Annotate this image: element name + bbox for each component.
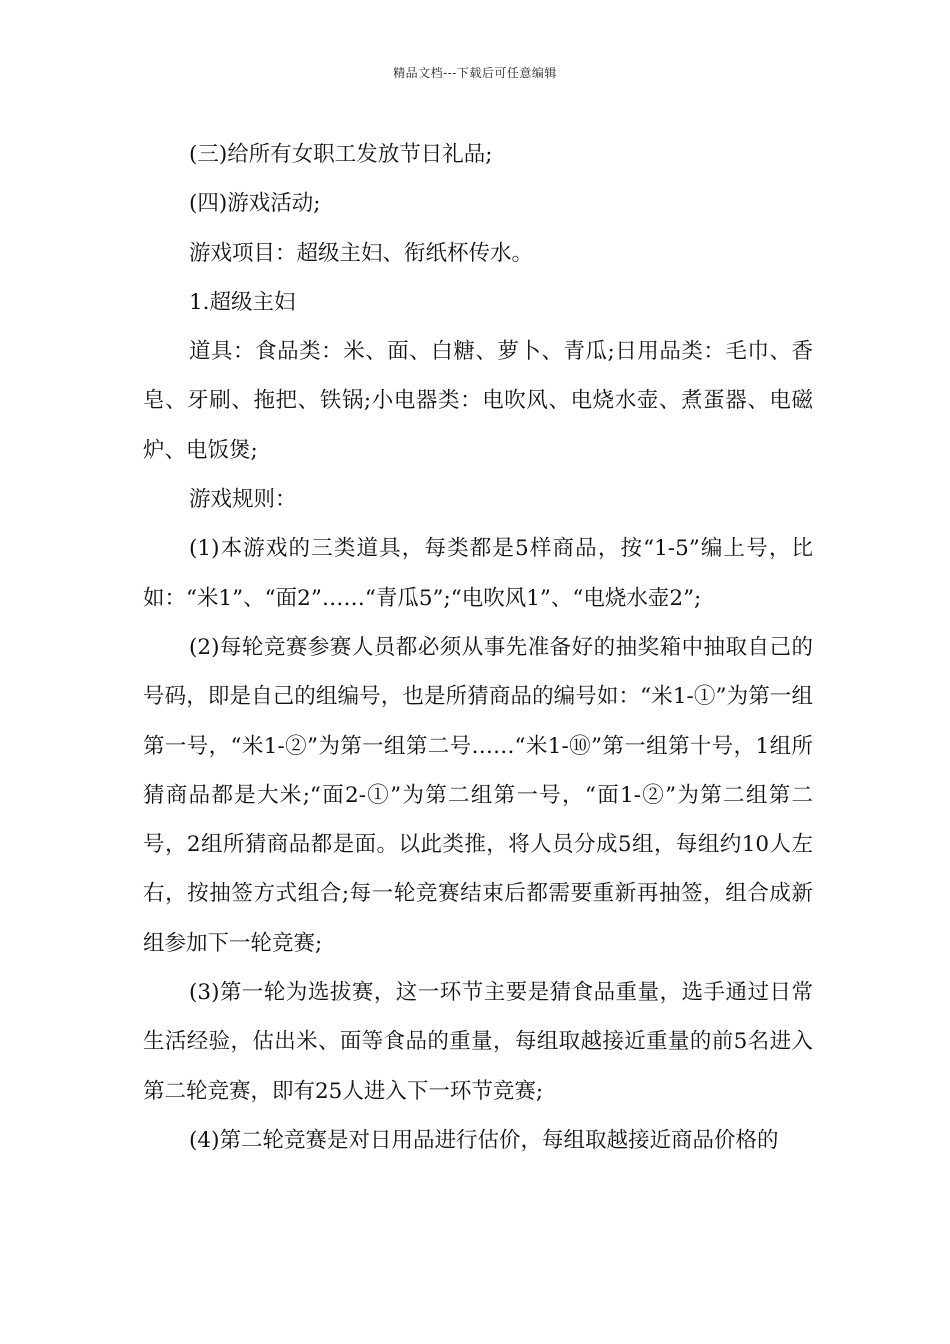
paragraph-rule-2: (2)每轮竞赛参赛人员都必须从事先准备好的抽奖箱中抽取自己的号码，即是自己的组编号，也是所猜商品的编号如：“米1-①”为第一组第一号，“米1-②”为第一组第二号……“米1-⑩”第一组第十号，1组所猜商品都是大米;“面2-①”为第二组第一号，“面1-②”为第二组第二号，2组所猜商品都是面。以此类推，将人员分成5组，每组约10人左右，按抽签方式组合;每一轮竞赛结束后都需要重新再抽签，组合成新组参加下一轮竞赛; [143,634,813,956]
document-body [143,130,813,1165]
page-header: 精品文档---下载后可任意编辑 [393,66,557,80]
paragraph-rule-4: (4)第二轮竞赛是对日用品进行估价，每组取越接近商品价格的 [189,1127,779,1153]
paragraph-rule-1: (1)本游戏的三类道具，每类都是5样商品，按“1-5”编上号，比如：“米1”、“面2”……“青瓜5”;“电吹风1”、“电烧水壶2”; [143,536,813,611]
paragraph-super-housewife-title: 1.超级主妇 [189,289,296,315]
paragraph-games-heading: (四)游戏活动; [189,191,321,217]
paragraph-game-items: 游戏项目：超级主妇、衔纸杯传水。 [189,240,534,266]
paragraph-rules-heading: 游戏规则： [189,487,297,513]
paragraph-props: 道具：食品类：米、面、白糖、萝卜、青瓜;日用品类：毛巾、香皂、牙刷、拖把、铁锅;小电器类：电吹风、电烧水壶、煮蛋器、电磁炉、电饭煲; [143,339,813,463]
paragraph-gifts: (三)给所有女职工发放节日礼品; [189,142,493,167]
paragraph-rule-3: (3)第一轮为选拔赛，这一环节主要是猜食品重量，选手通过日常生活经验，估出米、面等食品的重量，每组取越接近重量的前5名进入第二轮竞赛，即有25人进入下一环节竞赛; [143,980,813,1104]
